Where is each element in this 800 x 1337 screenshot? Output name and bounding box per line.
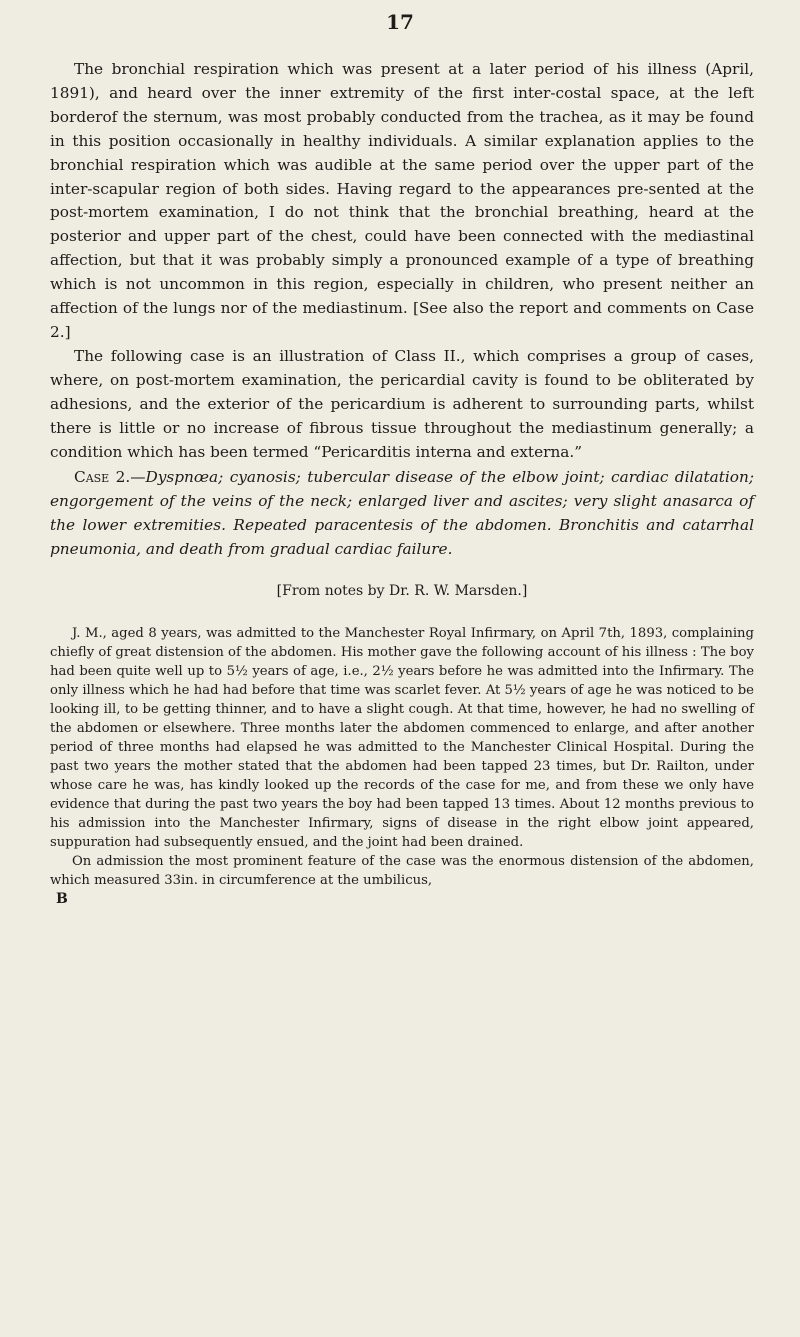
case-title: —Dyspnœa; cyanosis; tubercular disease of the elbow joint; cardiac dilatation; engorgement of the veins of the neck; enlarged liver and ascites; very slight anasarca of the lower extremities. Repeated paracentesis of the abdomen. Bronchitis and catarrhal pneumonia, and death from gradual cardiac failure. [50, 468, 754, 559]
page-number: 17 [386, 10, 414, 34]
case-notes [50, 624, 754, 909]
paragraph: The bronchial respiration which was present at a later period of his illness (April, 1891), and heard over the inner extremity of the first inter-costal space, at the left borderof the sternum, was most probably conducted from the trachea, as it may be found in this position occasionally in healthy individuals. A similar explanation applies to the bronchial respiration which was audible at the same period over the upper part of the inter-scapular region of both sides. Having regard to the appearances pre-sented at the post-mortem examination, I do not think that the bronchial breathing, heard at the posterior and upper part of the chest, could have been connected with the mediastinal affection, but that it was probably simply a pronounced example of a type of breathing which is not uncommon in this region, especially in children, who present neither an affection of the lungs nor of the mediastinum. [See also the report and comments on Case 2.] [50, 60, 754, 341]
signature-mark: B [56, 890, 68, 907]
case-heading [50, 466, 754, 562]
paragraph: The following case is an illustration of Class II., which comprises a group of cases, where, on post-mortem examination, the pericardial cavity is found to be obliterated by adhesions, and the exterior of the pericardium is adherent to surrounding parts, whilst there is little or no increase of fibrous tissue throughout the mediastinum generally; a condition which has been termed “Pericarditis interna and externa.” [50, 346, 754, 461]
case-paragraph: On admission the most prominent feature of the case was the enormous distension of the abdomen, which measured 33in. in circumference at the umbilicus, [50, 853, 754, 888]
case-label: Case 2. [74, 468, 131, 487]
case-paragraph: J. M., aged 8 years, was admitted to the Manchester Royal Infirmary, on April 7th, 1893, complaining chiefly of great distension of the abdomen. His mother gave the following account of his illness : The boy had been quite well up to 5½ years of age, i.e., 2½ years before he was admitted into the Infirmary. The only illness which he had had before that time was scarlet fever. At 5½ years of age he was noticed to be looking ill, to be getting thinner, and to have a slight cough. At that time, however, he had no swelling of the abdomen or elsewhere. Three months later the abdomen commenced to enlarge, and after another period of three months had elapsed he was admitted to the Manchester Clinical Hospital. During the past two years the mother stated that the abdomen had been tapped 23 times, but Dr. Railton, under whose care he was, has kindly looked up the records of the case for me, and from these we only have evidence that during the past two years the boy had been tapped 13 times. About 12 months previous to his admission into the Manchester Infirmary, signs of disease in the right elbow joint appeared, suppuration had subsequently ensued, and the joint had been drained. [50, 625, 754, 850]
body-text [50, 58, 754, 909]
source-note: [From notes by Dr. R. W. Marsden.] [276, 583, 528, 600]
